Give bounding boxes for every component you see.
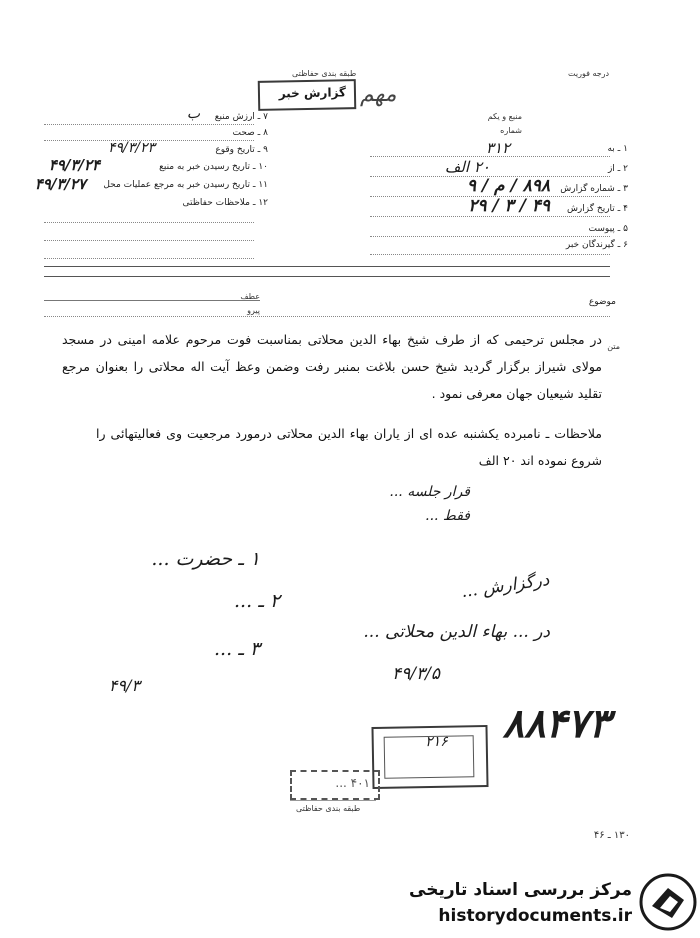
form-right-top-2: شماره	[500, 126, 522, 135]
archive-stamp-number: ۲۱۶	[425, 733, 448, 751]
body-paragraph: در مجلس ترحیمی که از طرف شیخ بهاء الدین محلاتی بمناسبت فوت مرحوم علامه امینی در مسجد مولای شیراز برگزار گردید شیخ حسن بلاغت بمنبر رفت وضمن وعظ آیت اله محلاتی را بعنوان مرجع تقلید شیعیان جهان معرفی نمود .	[62, 332, 602, 401]
report-title: گزارش خبر	[278, 85, 347, 101]
form-right-item-5-label: ۵ ـ پیوست	[588, 224, 628, 234]
body-intro-label: متن	[607, 342, 620, 351]
annotation-left-2: ۲ ـ ...	[234, 590, 280, 612]
archive-stamp	[371, 725, 488, 789]
report-title-stamp	[258, 79, 357, 111]
watermark-url[interactable]: historydocuments.ir	[438, 906, 632, 926]
annotation-left-1: ۱ ـ حضرت ...	[151, 548, 260, 570]
annotation-center-2: در ... بهاء الدین محلاتی ...	[363, 622, 550, 642]
watermark	[410, 872, 700, 934]
bottom-stamp	[290, 770, 380, 800]
stamp-handwriting: مهم	[360, 82, 397, 107]
form-right-top-1: منبع و یکم	[487, 112, 522, 121]
form-left-item-11-label: ۱۱ ـ تاریخ رسیدن خبر به مرجع عملیات محل	[103, 180, 268, 190]
form-left-item-11-value: ۴۹/۳/۲۷	[34, 175, 86, 193]
form-right-item-1-value: ۳۱۲	[485, 139, 510, 157]
form-right-item-4-label: ۴ ـ تاریخ گزارش	[566, 204, 628, 214]
body-handwritten-1: قرار جلسه ...	[389, 484, 470, 500]
form-right-item-6-label: ۶ ـ گیرندگان خبر	[565, 240, 628, 250]
subject-label: موضوع	[588, 297, 616, 307]
form-code: ۱۳۰ ـ ۴۶	[593, 830, 630, 841]
form-left-item-9-label: ۹ ـ تاریخ وقوع	[215, 145, 268, 155]
form-left-item-10-value: ۴۹/۳/۲۴	[48, 156, 100, 174]
classification-caption: طبقه بندی حفاظتی	[292, 69, 357, 78]
watermark-title: مرکز بررسی اسناد تاریخی	[409, 880, 632, 900]
form-left-item-9-value: ۴۹/۳/۲۳	[107, 140, 155, 156]
archive-number: ۸۸۴۷۳	[502, 700, 610, 747]
watermark-logo-icon	[638, 872, 698, 932]
body-note: ملاحظات ـ نامبرده یکشنبه عده ای از یاران بهاء الدین محلاتی درمورد مرجعیت وی فعالیتهائی را شروع نموده اند ۲۰ الف	[96, 426, 602, 468]
body-handwritten-2: فقط ...	[425, 508, 470, 524]
subject-ref-1: عطف	[240, 292, 260, 301]
annotation-left-4: ۴۹/۳	[108, 676, 140, 695]
form-right-item-4-value: ۴۹ / ۳ / ۲۹	[468, 196, 550, 216]
form-left-item-10-label: ۱۰ ـ تاریخ رسیدن خبر به منبع	[159, 162, 268, 172]
form-left-item-7-label: ۷ ـ ارزش منبع	[214, 112, 268, 122]
form-right-item-1-label: ۱ ـ به	[607, 144, 628, 154]
annotation-center-1: درگزارش ...	[460, 569, 551, 603]
separator-2	[44, 276, 610, 277]
annotation-center-3: ۴۹/۳/۵	[392, 664, 440, 684]
form-left-item-8-label: ۸ ـ صحت	[232, 128, 268, 138]
form-left-item-7-value: ب	[186, 106, 200, 122]
form-right-item-2-label: ۲ ـ از	[607, 164, 628, 174]
separator-1	[44, 266, 610, 267]
form-left-item-12-label: ۱۲ ـ ملاحظات حفاظتی	[182, 198, 268, 208]
subject-ref-2: پیرو	[247, 306, 260, 315]
bottom-caption: طبقه بندی حفاظتی	[296, 804, 361, 813]
form-right-item-3-label: ۳ ـ شماره گزارش	[560, 184, 628, 194]
annotation-left-3: ۳ ـ ...	[214, 638, 260, 660]
form-right-item-3-value: ۸۹۸ / م / ۹	[466, 176, 550, 196]
bottom-stamp-text: ۴۰۱ ...	[335, 776, 370, 790]
form-right-item-2-value: ۲۰ الف	[444, 158, 490, 176]
urgency-label: درجه فوریت	[568, 69, 610, 78]
